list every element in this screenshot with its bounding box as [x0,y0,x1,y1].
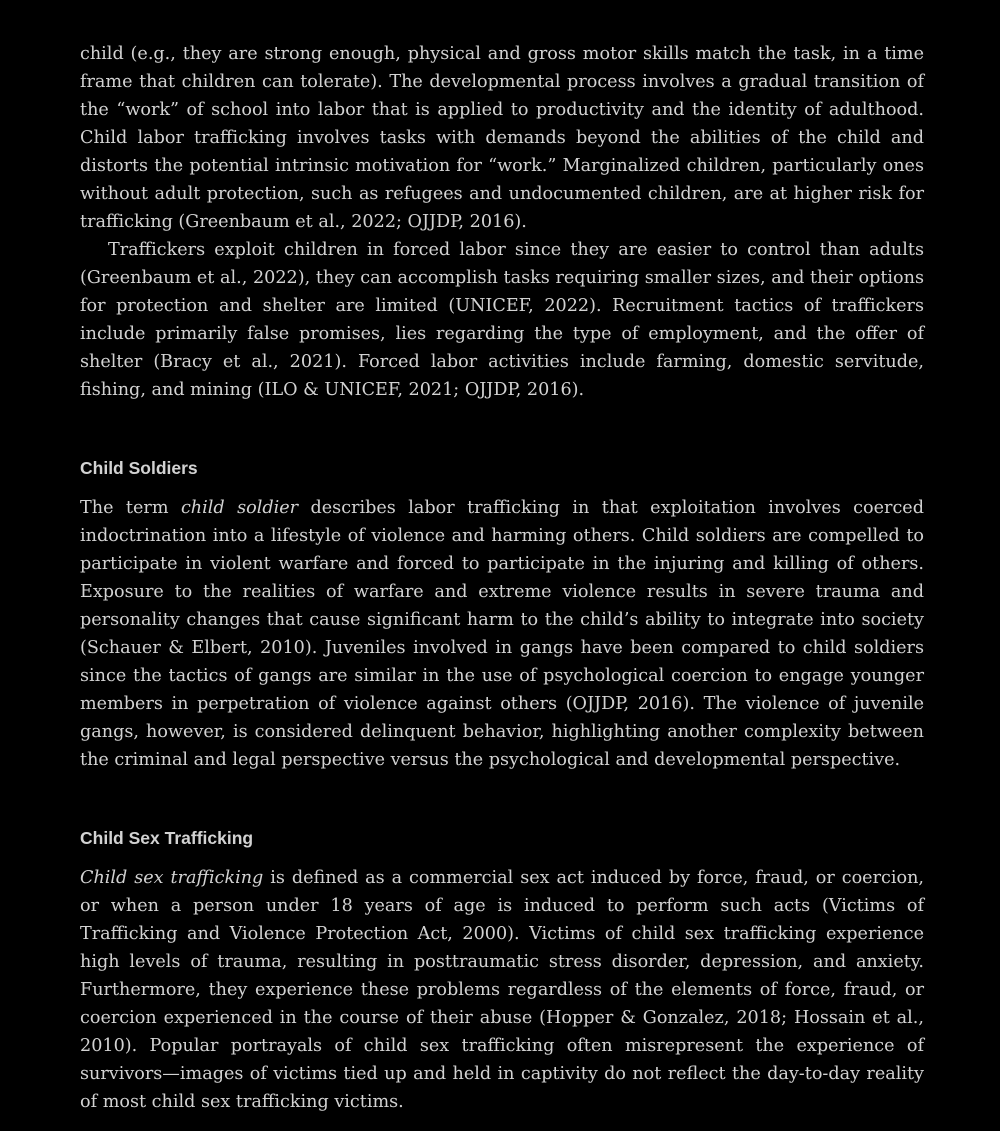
child-soldiers-paragraph [80,494,924,774]
child-sex-trafficking-body: is defined as a commercial sex act induced by force, fraud, or coercion, or when a person under 18 years of age is induced to perform such acts (Victims of Trafficking and Violence Protection Act, 2000). Victims of child sex trafficking experience high levels of trauma, resulting in posttraumatic stress disorder, depression, and anxiety. Furthermore, they experience these problems regardless of the elements of force, fraud, or coercion experienced in the course of their abuse (Hopper & Gonzalez, 2018; Hossain et al., 2010). Popular portrayals of child sex trafficking often misrepresent the experience of survivors—images of victims tied up and held in captivity do not reflect the day-to-day reality of most child sex trafficking victims. [80,868,924,1112]
child-soldiers-term: child soldier [180,498,299,518]
intro-paragraph-2: Traffickers exploit children in forced labor since they are easier to control than adults (Greenbaum et al., 2022), they can accomplish tasks requiring smaller sizes, and their options for protection and shelter are limited (UNICEF, 2022). Recruitment tactics of traffickers include primarily false promises, lies regarding the type of employment, and the offer of shelter (Bracy et al., 2021). Forced labor activities include farming, domestic servitude, fishing, and mining (ILO & UNICEF, 2021; OJJDP, 2016). [80,240,924,400]
child-soldiers-body: describes labor trafficking in that exploitation involves coerced indoctrination into a lifestyle of violence and harming others. Child soldiers are compelled to participate in violent warfare and forced to participate in the injuring and killing of others. Exposure to the realities of warfare and extreme violence results in severe trauma and personality changes that cause significant harm to the child’s ability to integrate into society (Schauer & Elbert, 2010). Juveniles involved in gangs have been compared to child soldiers since the tactics of gangs are similar in the use of psychological coercion to engage younger members in perpetration of violence against others (OJJDP, 2016). The violence of juvenile gangs, however, is considered delinquent behavior, highlighting another complexity between the criminal and legal perspective versus the psychological and developmental perspective. [80,498,924,770]
section-heading-child-sex-trafficking: Child Sex Trafficking [80,828,254,848]
child-soldiers-lead: The term [80,498,181,518]
intro-paragraph-1: child (e.g., they are strong enough, physical and gross motor skills match the task, in a time frame that children can tolerate). The developmental process involves a gradual transition of the “work” of school into labor that is applied to productivity and the identity of adulthood. Child labor trafficking involves tasks with demands beyond the abilities of the child and distorts the potential intrinsic motivation for “work.” Marginalized children, particularly ones without adult protection, such as refugees and undocumented children, are at higher risk for trafficking (Greenbaum et al., 2022; OJJDP, 2016). [80,44,924,232]
document-page [80,40,924,1116]
section-heading-child-soldiers: Child Soldiers [80,458,198,478]
child-sex-trafficking-paragraph [80,864,924,1116]
child-sex-trafficking-term: Child sex trafficking [80,868,264,888]
